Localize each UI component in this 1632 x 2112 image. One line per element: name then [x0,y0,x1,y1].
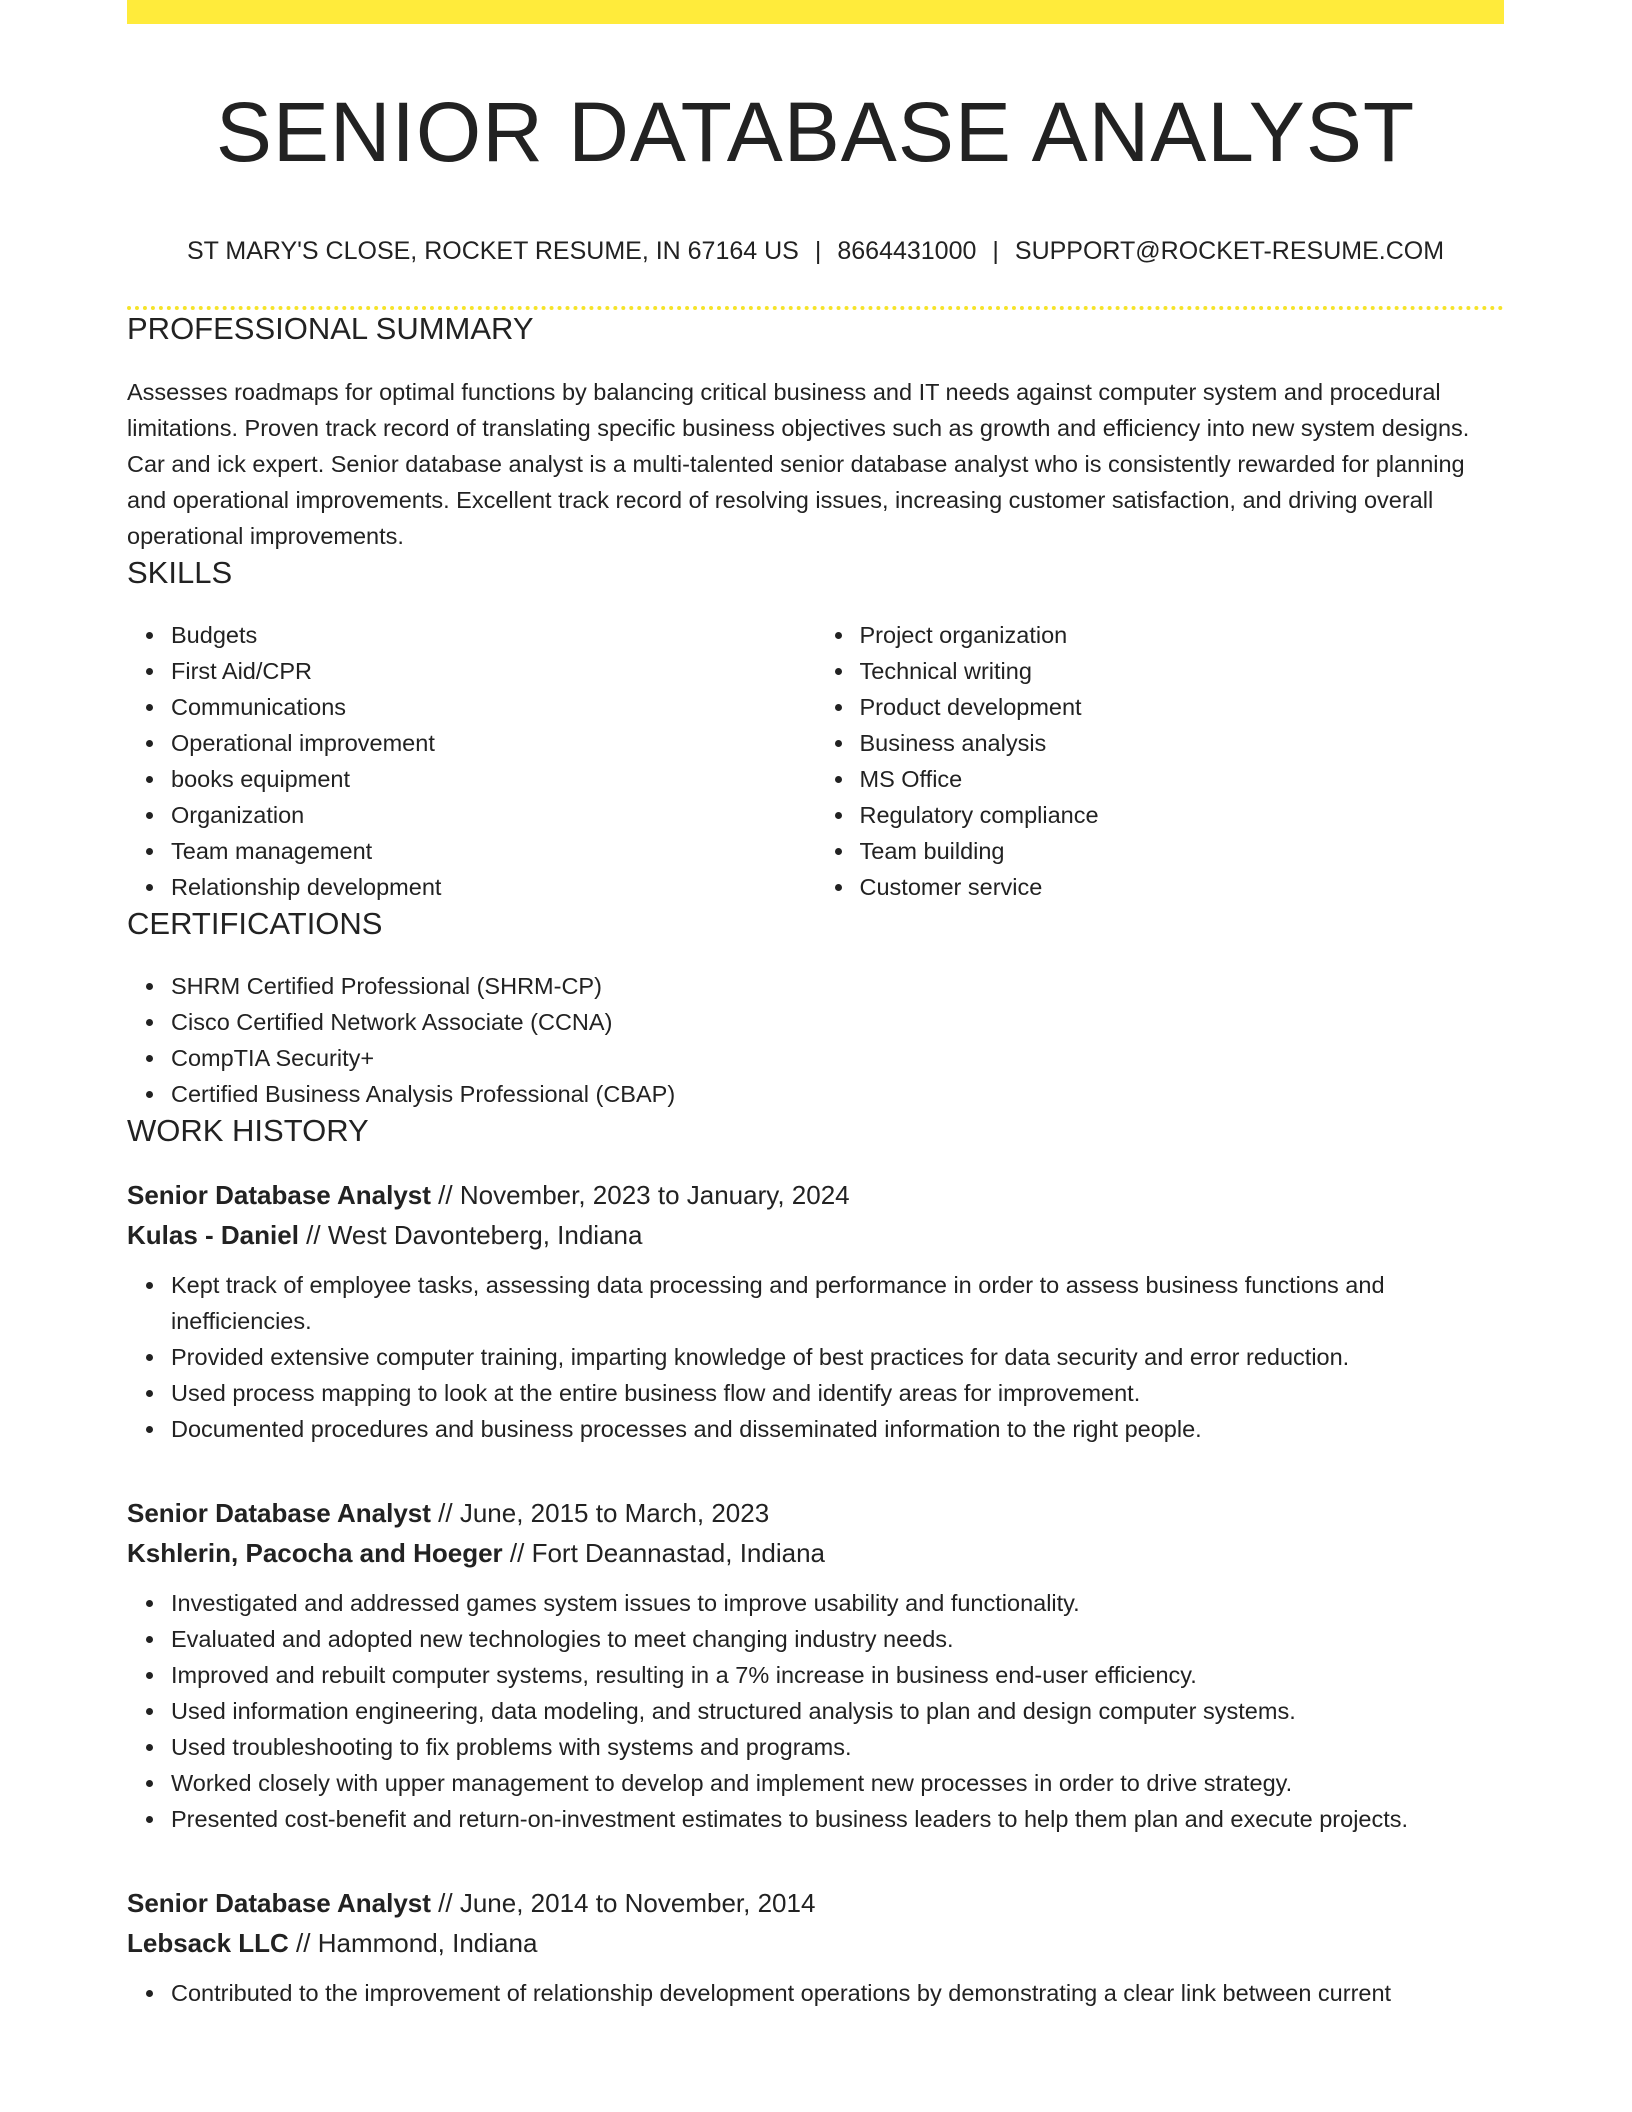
job-title-line [127,1493,1504,1533]
job-bullet: Improved and rebuilt computer systems, resulting in a 7% increase in business end-user efficiency. [171,1657,1504,1693]
skill-item: Communications [171,689,816,725]
job-location: Fort Deannastad, Indiana [531,1538,825,1569]
job-title: Senior Database Analyst [127,1498,431,1529]
certifications-heading: CERTIFICATIONS [127,905,383,941]
skill-item: Product development [860,689,1505,725]
skill-item: Team management [171,833,816,869]
job-bullet: Kept track of employee tasks, assessing data processing and performance in order to assess business functions and inefficiencies. [171,1267,1504,1339]
job-bullet: Provided extensive computer training, imparting knowledge of best practices for data security and error reduction. [171,1339,1504,1375]
job-bullet: Used troubleshooting to fix problems with systems and programs. [171,1729,1504,1765]
skill-item: books equipment [171,761,816,797]
job-entry [127,1493,1504,1837]
job-bullet: Presented cost-benefit and return-on-investment estimates to business leaders to help them plan and execute projects. [171,1801,1504,1837]
accent-bar [127,0,1504,24]
skill-item: Technical writing [860,653,1505,689]
summary-text: Assesses roadmaps for optimal functions by balancing critical business and IT needs against computer system and procedural limitations. Proven track record of translating specific business objectives such as growth and efficiency into new system designs. Car and ick expert. Senior database analyst is a multi-talented senior database analyst who is consistently rewarded for planning and operational improvements. Excellent track record of resolving issues, increasing customer satisfaction, and driving overall operational improvements. [127,378,1470,549]
job-entry [127,1175,1504,1447]
job-separator: // [502,1538,532,1569]
page-title: SENIOR DATABASE ANALYST [215,85,1416,179]
contact-email[interactable]: SUPPORT@ROCKET-RESUME.COM [1014,237,1445,266]
skills-columns [127,617,1504,905]
contact-address: ST MARY'S CLOSE, ROCKET RESUME, IN 67164 US [186,237,799,266]
job-company: Lebsack LLC [127,1928,289,1959]
certifications-list [127,968,1504,1112]
skill-item: First Aid/CPR [171,653,816,689]
job-bullet: Investigated and addressed games system issues to improve usability and functionality. [171,1585,1504,1621]
job-title: Senior Database Analyst [127,1888,431,1919]
job-dates: June, 2015 to March, 2023 [459,1498,770,1529]
skills-heading: SKILLS [127,554,233,590]
certification-item: SHRM Certified Professional (SHRM-CP) [171,968,1504,1004]
contact-separator: | [992,237,999,266]
job-company: Kshlerin, Pacocha and Hoeger [127,1538,503,1569]
skill-item: Project organization [860,617,1505,653]
summary-heading: PROFESSIONAL SUMMARY [127,311,534,347]
job-separator: // [430,1498,460,1529]
job-separator: // [430,1888,460,1919]
job-bullets [127,1585,1504,1837]
job-title: Senior Database Analyst [127,1180,431,1211]
skill-item: Relationship development [171,869,816,905]
job-location: West Davonteberg, Indiana [327,1220,643,1251]
job-bullets [127,1975,1504,2011]
skill-item: Operational improvement [171,725,816,761]
resume-page [127,0,1504,2011]
job-company: Kulas - Daniel [127,1220,299,1251]
job-company-line [127,1533,1504,1573]
job-title-line [127,1175,1504,1215]
job-bullet: Evaluated and adopted new technologies to meet changing industry needs. [171,1621,1504,1657]
job-bullets [127,1267,1504,1447]
job-separator: // [288,1928,318,1959]
job-company-line [127,1923,1504,1963]
certification-item: Cisco Certified Network Associate (CCNA) [171,1004,1504,1040]
job-entry [127,1883,1504,2011]
job-dates: November, 2023 to January, 2024 [459,1180,850,1211]
skills-list-right [816,617,1505,905]
work-history [127,1175,1504,2011]
work-history-heading: WORK HISTORY [127,1112,369,1148]
skill-item: Organization [171,797,816,833]
certification-item: CompTIA Security+ [171,1040,1504,1076]
skill-item: Budgets [171,617,816,653]
job-bullet: Documented procedures and business processes and disseminated information to the right people. [171,1411,1504,1447]
job-bullet: Worked closely with upper management to develop and implement new processes in order to drive strategy. [171,1765,1504,1801]
job-location: Hammond, Indiana [317,1928,538,1959]
contact-line [127,236,1504,266]
skill-item: MS Office [860,761,1505,797]
contact-phone: 8664431000 [837,237,977,266]
job-dates: June, 2014 to November, 2014 [459,1888,816,1919]
certification-item: Certified Business Analysis Professional (CBAP) [171,1076,1504,1112]
job-bullet: Used process mapping to look at the entire business flow and identify areas for improvement. [171,1375,1504,1411]
job-separator: // [298,1220,328,1251]
job-title-line [127,1883,1504,1923]
skill-item: Regulatory compliance [860,797,1505,833]
contact-separator: | [814,237,822,266]
skill-item: Team building [860,833,1505,869]
skills-list-left [127,617,816,905]
skill-item: Customer service [860,869,1505,905]
skill-item: Business analysis [860,725,1505,761]
job-bullet: Contributed to the improvement of relationship development operations by demonstrating a clear link between current [171,1975,1504,2011]
job-bullet: Used information engineering, data modeling, and structured analysis to plan and design computer systems. [171,1693,1504,1729]
job-company-line [127,1215,1504,1255]
job-separator: // [430,1180,460,1211]
